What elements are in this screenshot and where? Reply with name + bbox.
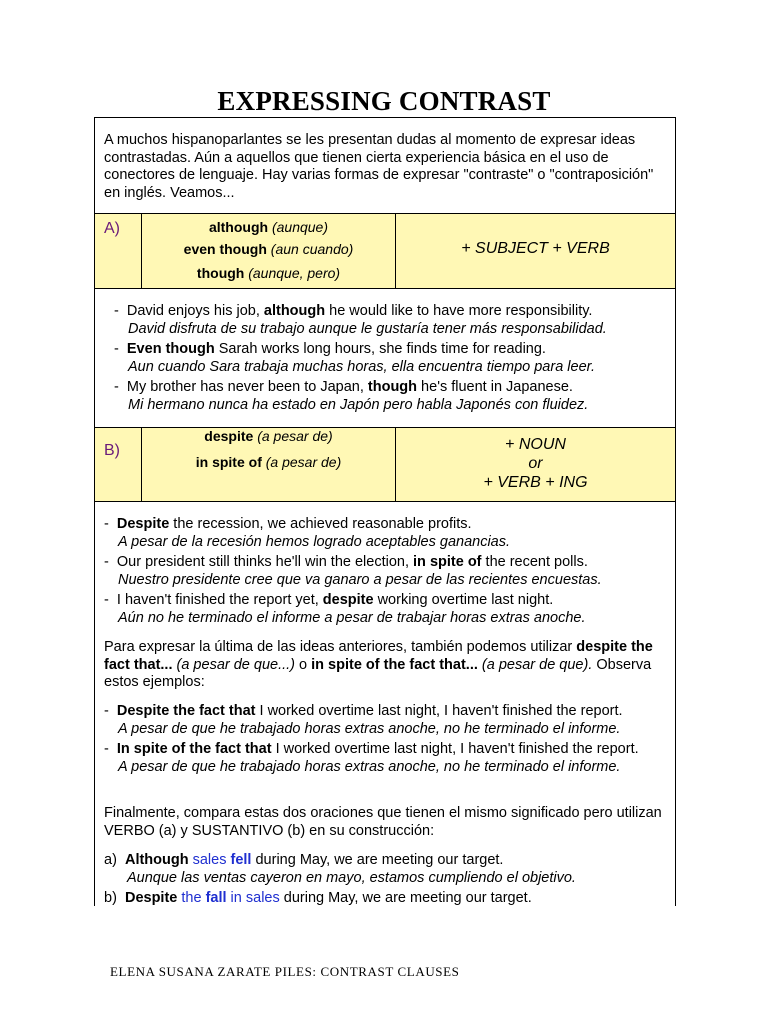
example-text: I worked overtime last night, I haven't finished the report. (271, 741, 639, 757)
divider (95, 501, 675, 502)
example-a-1: - David enjoys his job, although he would like to have more responsibility. David disfruta de su trabajo aunque le gustaría tener más responsabilidad. (114, 303, 669, 338)
paragraph-connector: despite the fact that... (104, 639, 653, 673)
structure-subject-verb: + SUBJECT + VERB (461, 240, 610, 257)
conjunction-translation: (aun cuando) (270, 241, 354, 257)
example-translation: A pesar de que he trabajado horas extras anoche, no he terminado el informe. (118, 758, 621, 775)
highlight-keyword: fell (230, 852, 252, 868)
paragraph-translation: (a pesar de que...) (172, 656, 295, 673)
example-translation: A pesar de que he trabajado horas extras anoche, no he terminado el informe. (118, 720, 621, 737)
conjunction-even-though (141, 241, 396, 257)
example-translation: Aún no he terminado el informe a pesar de trabajar horas extras anoche. (118, 609, 586, 626)
conjunction-translation: (aunque) (271, 219, 329, 235)
structure-line: + NOUN (505, 436, 566, 453)
section-a-letter: A) (104, 220, 120, 237)
structure-line: + VERB + ING (483, 474, 588, 491)
compare-a (104, 852, 659, 887)
example-connector: despite (322, 592, 374, 608)
intro-paragraph: A muchos hispanoparlantes se les presentan dudas al momento de expresar ideas contrastadas. Aún a aquellos que tienen cierta experiencia básica en el uso de conectores de lenguaje. Hay varias formas de expresar "contraste" o "contraposición" en inglés. Veamos... (104, 132, 654, 201)
example-translation: Aunque las ventas cayeron en mayo, estamos cumpliendo el objetivo. (127, 869, 576, 886)
paragraph-text: Observa estos ejemplos: (104, 656, 652, 690)
example-text: the recession, we achieved reasonable profits. (169, 516, 472, 532)
highlight-text: in sales (226, 890, 280, 906)
example-connector: Even though (126, 341, 215, 357)
example-connector: In spite of the fact that (116, 741, 272, 757)
highlight-keyword: fall (205, 890, 227, 906)
conjunction-word: despite (204, 428, 254, 444)
section-a-header (95, 214, 675, 288)
conjunction-translation: (a pesar de) (257, 428, 333, 444)
example-text: he would like to have more responsibility. (325, 303, 593, 319)
example-connector: Despite (124, 890, 178, 906)
section-b-letter: B) (104, 442, 120, 459)
example-text: the recent polls. (481, 554, 588, 570)
divider (95, 288, 675, 289)
conjunction-word: even though (183, 241, 267, 257)
conjunction-translation: (a pesar de) (265, 454, 342, 470)
conjunction-word: although (208, 219, 269, 235)
example-text: Sarah works long hours, she finds time for reading. (214, 341, 546, 357)
example-text: during May, we are meeting our target. (251, 852, 504, 868)
example-translation: Aun cuando Sara trabaja muchas horas, ella encuentra tiempo para leer. (128, 358, 595, 375)
conjunction-in-spite-of (141, 454, 396, 470)
conjunction-word: though (196, 265, 245, 281)
example-text: he's fluent in Japanese. (417, 379, 573, 395)
example-connector: Although (124, 852, 189, 868)
example-text: My brother has never been to Japan, (126, 379, 368, 395)
structure-noun-or-ing (396, 435, 675, 492)
conjunction-though (141, 265, 396, 281)
example-a-3: - My brother has never been to Japan, though he's fluent in Japanese. Mi hermano nunca ha estado en Japón pero habla Japonés con fluidez. (114, 379, 669, 414)
conjunction-word: in spite of (195, 454, 262, 470)
example-connector: although (263, 303, 326, 319)
compare-paragraph: Finalmente, compara estas dos oraciones que tienen el mismo significado pero utilizan VERBO (a) y SUSTANTIVO (b) en su construcción: (104, 805, 662, 839)
paragraph-text: Para expresar la última de las ideas anteriores, también podemos utilizar (104, 639, 577, 655)
compare-label: b) (104, 890, 117, 906)
example-connector: though (367, 379, 418, 395)
example-b-1: - Despite the recession, we achieved reasonable profits. A pesar de la recesión hemos logrado aceptables ganancias. (104, 516, 659, 551)
fact-that-paragraph (104, 639, 666, 692)
example-translation: Nuestro presidente cree que va ganaro a pesar de las recientes encuestas. (118, 571, 602, 588)
example-translation: A pesar de la recesión hemos logrado aceptables ganancias. (118, 533, 511, 550)
compare-label: a) (104, 852, 117, 868)
example-text: I haven't finished the report yet, (116, 592, 323, 608)
highlight-text: the (177, 890, 206, 906)
conjunction-translation: (aunque, pero) (248, 265, 341, 281)
document-title: EXPRESSING CONTRAST (217, 86, 551, 116)
fact-example-2: - In spite of the fact that I worked overtime last night, I haven't finished the report. A pesar de que he trabajado horas extras anoche, no he terminado el informe. (104, 741, 659, 776)
section-b-header (95, 428, 675, 501)
page-footer: ELENA SUSANA ZARATE PILES: CONTRAST CLAUSES (110, 964, 460, 979)
example-b-3: - I haven't finished the report yet, despite working overtime last night. Aún no he terminado el informe a pesar de trabajar horas extras anoche. (104, 592, 659, 627)
example-text: working overtime last night. (373, 592, 554, 608)
example-translation: Mi hermano nunca ha estado en Japón pero habla Japonés con fluidez. (128, 396, 589, 413)
example-text: David enjoys his job, (126, 303, 264, 319)
paragraph-translation: (a pesar de que). (477, 656, 593, 673)
highlight-text: sales (188, 852, 231, 868)
example-b-2: - Our president still thinks he'll win the election, in spite of the recent polls. Nuestro presidente cree que va ganaro a pesar de las recientes encuestas. (104, 554, 659, 589)
paragraph-connector: in spite of the fact that... (311, 656, 478, 673)
example-text: during May, we are meeting our target. (279, 890, 532, 906)
content-frame (94, 117, 676, 906)
example-translation: David disfruta de su trabajo aunque le gustaría tener más responsabilidad. (128, 320, 607, 337)
conjunction-although (141, 219, 396, 235)
compare-b (104, 890, 659, 906)
example-connector: Despite the fact that (116, 703, 256, 719)
fact-example-1: - Despite the fact that I worked overtime last night, I haven't finished the report. A pesar de que he trabajado horas extras anoche, no he terminado el informe. (104, 703, 659, 738)
conjunction-despite (141, 428, 396, 444)
example-text: I worked overtime last night, I haven't finished the report. (255, 703, 623, 719)
example-text: Our president still thinks he'll win the election, (116, 554, 414, 570)
example-a-2: - Even though Sarah works long hours, she finds time for reading. Aun cuando Sara trabaja muchas horas, ella encuentra tiempo para leer. (114, 341, 669, 376)
example-connector: Despite (116, 516, 170, 532)
structure-line: or (528, 455, 543, 472)
example-connector: in spite of (413, 554, 482, 570)
paragraph-text: o (295, 656, 312, 673)
